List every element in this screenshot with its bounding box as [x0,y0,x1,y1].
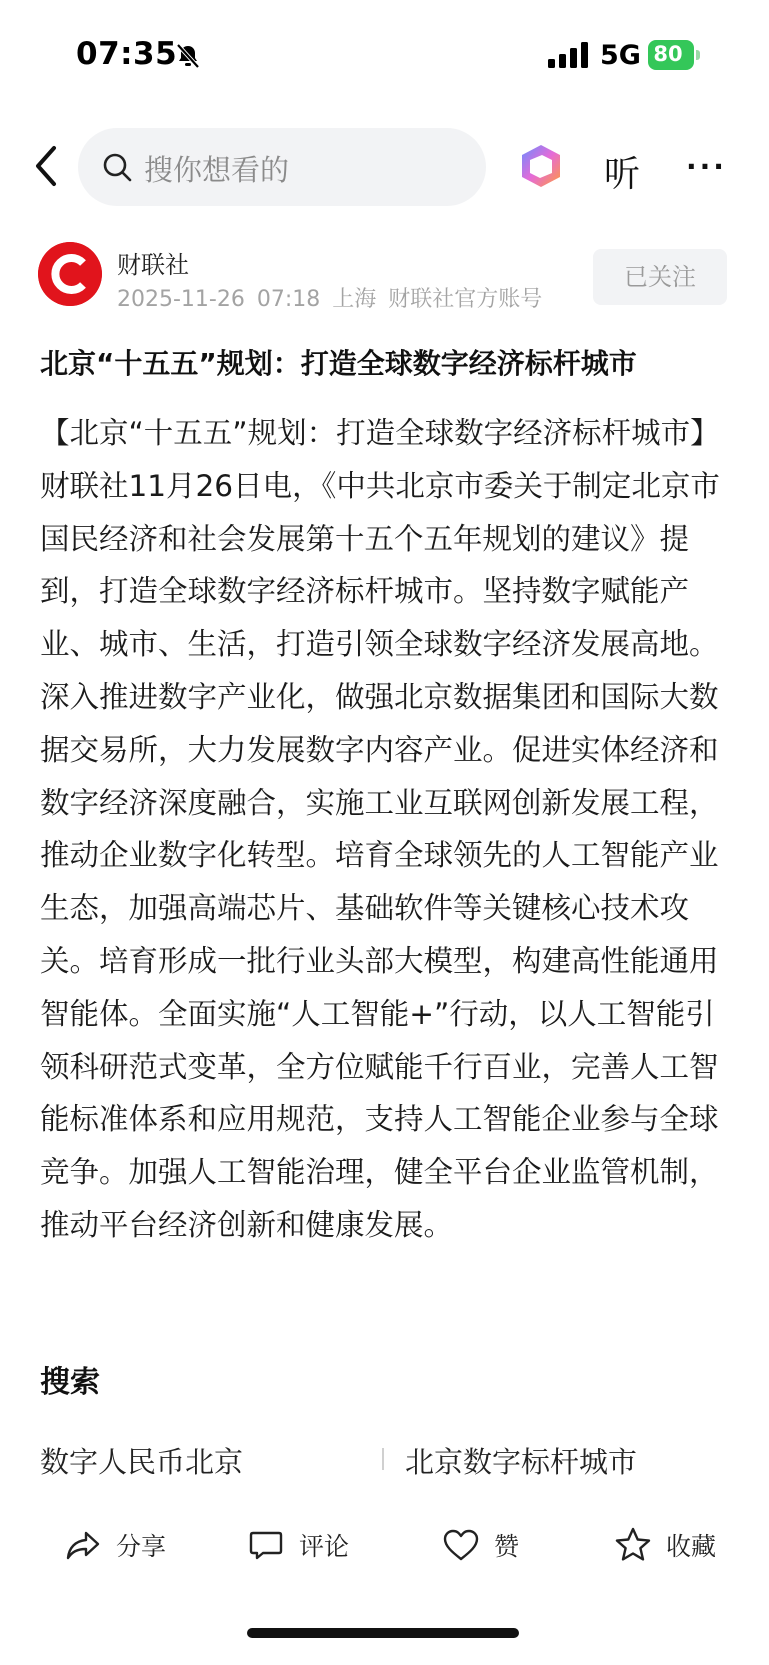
account-type: 财联社官方账号 [388,287,543,312]
favorite-button[interactable] [614,1522,716,1568]
bell-muted-icon [174,42,202,70]
home-indicator[interactable] [247,1628,519,1638]
back-arrow-icon[interactable] [28,142,68,190]
divider [382,1448,384,1470]
comment-button[interactable] [247,1522,349,1568]
search-icon [102,152,134,184]
publish-time: 07:18 [256,287,321,312]
heart-icon [442,1526,480,1564]
like-button[interactable] [442,1522,519,1568]
author-name[interactable]: 财联社 [117,251,189,279]
author-meta [117,282,554,313]
share-icon [64,1526,102,1564]
share-label: 分享 [116,1532,167,1561]
publish-date: 2025-11-26 [117,287,245,312]
battery-level: 80 [653,42,683,66]
search-placeholder: 搜你想看的 [144,153,290,187]
star-icon [614,1526,652,1564]
follow-button[interactable]: 已关注 [593,249,727,305]
ai-assistant-icon[interactable] [518,143,564,189]
status-bar [0,0,769,110]
network-type: 5G [600,40,641,71]
publish-location: 上海 [332,287,377,312]
article-title: 北京“十五五”规划：打造全球数字经济标杆城市 [40,347,637,380]
search-tag[interactable]: 数字人民币北京 [40,1445,244,1479]
comment-icon [247,1526,285,1564]
avatar[interactable] [38,242,102,306]
cls-logo-icon [38,242,102,306]
battery-icon [648,40,700,70]
more-options-button[interactable]: ··· [686,150,727,183]
signal-icon [548,42,590,68]
search-section-heading: 搜索 [40,1365,100,1400]
search-tag[interactable]: 北京数字标杆城市 [405,1445,638,1479]
status-time: 07:35 [76,36,178,72]
listen-button[interactable]: 听 [604,154,641,195]
like-label: 赞 [494,1532,520,1561]
search-input[interactable] [78,128,486,206]
favorite-label: 收藏 [666,1532,717,1561]
share-button[interactable] [64,1522,166,1568]
article-body: 【北京“十五五”规划：打造全球数字经济标杆城市】财联社11月26日电，《中共北京市委关于制定北京市国民经济和社会发展第十五个五年规划的建议》提到，打造全球数字经济标杆城市。坚持数字赋能产业、城市、生活，打造引领全球数字经济发展高地。深入推进数字产业化，做强北京数据集团和国际大数据交易所，大力发展数字内容产业。促进实体经济和数字经济深度融合，实施工业互联网创新发展工程，推动企业数字化转型。培育全球领先的人工智能产业生态，加强高端芯片、基础软件等关键核心技术攻关。培育形成一批行业头部大模型，构建高性能通用智能体。全面实施“人工智能+”行动，以人工智能引领科研范式变革，全方位赋能千行百业，完善人工智能标准体系和应用规范，支持人工智能企业参与全球竞争。加强人工智能治理，健全平台企业监管机制，推动平台经济创新和健康发展。 [40,416,720,1242]
comment-label: 评论 [299,1532,350,1561]
